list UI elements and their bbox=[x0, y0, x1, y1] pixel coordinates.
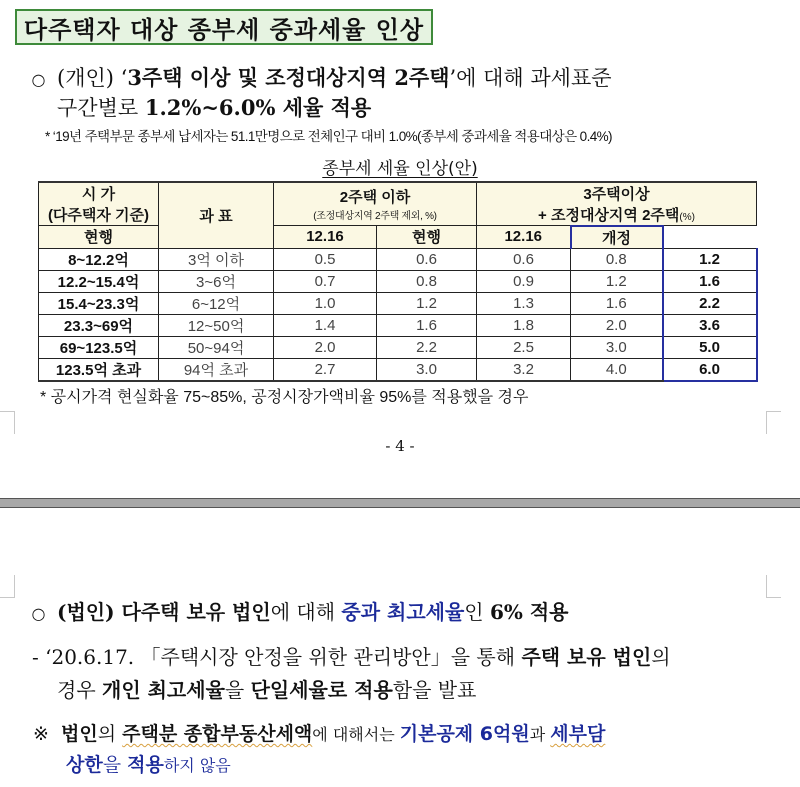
reference-note-line2: 상한을 적용하지 않음 bbox=[66, 754, 231, 776]
footnote-taxpayers: * ‘19년 주택부문 종부세 납세자는 51.1만명으로 전체인구 대비 1.0%(종부세 중과세율 적용대상은 0.4%) bbox=[45, 129, 612, 144]
table-row: 23.3~69억 12~50억 1.4 1.6 1.8 2.0 3.6 bbox=[39, 314, 757, 336]
header-tax-base: 과 표 bbox=[159, 182, 274, 248]
table-row: 15.4~23.3억 6~12억 1.0 1.2 1.3 1.6 2.2 bbox=[39, 292, 757, 314]
table-row: 12.2~15.4억 3~6억 0.7 0.8 0.9 1.2 1.6 bbox=[39, 270, 757, 292]
table-row: 69~123.5억 50~94억 2.0 2.2 2.5 3.0 5.0 bbox=[39, 336, 757, 358]
page-corner-mark bbox=[766, 575, 781, 598]
header-price: 시 가 (다주택자 기준) bbox=[39, 182, 159, 226]
dash-item-line2: 경우 개인 최고세율을 단일세율로 적용함을 발표 bbox=[57, 678, 477, 702]
circle-bullet-icon: ○ bbox=[31, 604, 46, 623]
header-g2-dec16: 12.16 bbox=[477, 226, 571, 249]
circle-bullet-icon: ○ bbox=[31, 70, 46, 89]
header-g2-current: 현행 bbox=[377, 226, 477, 249]
bullet-line2-bold: 1.2%~6.0% 세율 적용 bbox=[144, 95, 372, 120]
tax-rate-table bbox=[38, 181, 758, 382]
bullet-suffix: ’에 대해 과세표준 bbox=[449, 66, 612, 90]
page-corner-mark bbox=[0, 411, 15, 434]
section-title: 다주택자 대상 종부세 중과세율 인상 bbox=[15, 9, 433, 45]
table-caption: 종부세 세율 인상(안) bbox=[322, 159, 478, 179]
bullet-line2-start: 구간별로 bbox=[57, 96, 145, 120]
table-row: 8~12.2억 3억 이하 0.5 0.6 0.6 0.8 1.2 bbox=[39, 248, 757, 270]
header-g1-current: 현행 bbox=[39, 226, 159, 249]
table-row: 123.5억 초과 94억 초과 2.7 3.0 3.2 4.0 6.0 bbox=[39, 358, 757, 381]
dash-item-line1: - ‘20.6.17. 「주택시장 안정을 위한 관리방안」을 통해 주택 보유 법인의 bbox=[32, 645, 671, 669]
reference-note-line1: ※ 법인의 주택분 종합부동산세액에 대해서는 기본공제 6억원과 세부담 bbox=[33, 723, 606, 745]
page-corner-mark bbox=[0, 575, 15, 598]
bullet-individual-line1 bbox=[20, 62, 612, 92]
bullet-corporate: ○ (법인) 다주택 보유 법인에 대해 중과 최고세율인 6% 적용 bbox=[20, 596, 569, 625]
page-number: - 4 - bbox=[385, 437, 415, 455]
header-group-3houses: 3주택이상 + 조정대상지역 2주택(%) bbox=[477, 182, 757, 226]
header-group-2houses: 2주택 이하 (조정대상지역 2주택 제외, %) bbox=[274, 182, 477, 226]
bullet-prefix: (개인) ‘ bbox=[57, 66, 128, 90]
footnote-assumptions: * 공시가격 현실화율 75~85%, 공정시장가액비율 95%를 적용했을 경우 bbox=[40, 389, 529, 406]
page-separator bbox=[0, 498, 800, 508]
header-g1-dec16: 12.16 bbox=[274, 226, 377, 249]
page-corner-mark bbox=[766, 411, 781, 434]
bullet-individual-line2 bbox=[57, 92, 371, 122]
header-g2-revised: 개정 bbox=[571, 226, 663, 249]
reference-mark-icon: ※ bbox=[33, 723, 49, 745]
bullet-bold-target: 3주택 이상 및 조정대상지역 2주택 bbox=[127, 65, 450, 90]
